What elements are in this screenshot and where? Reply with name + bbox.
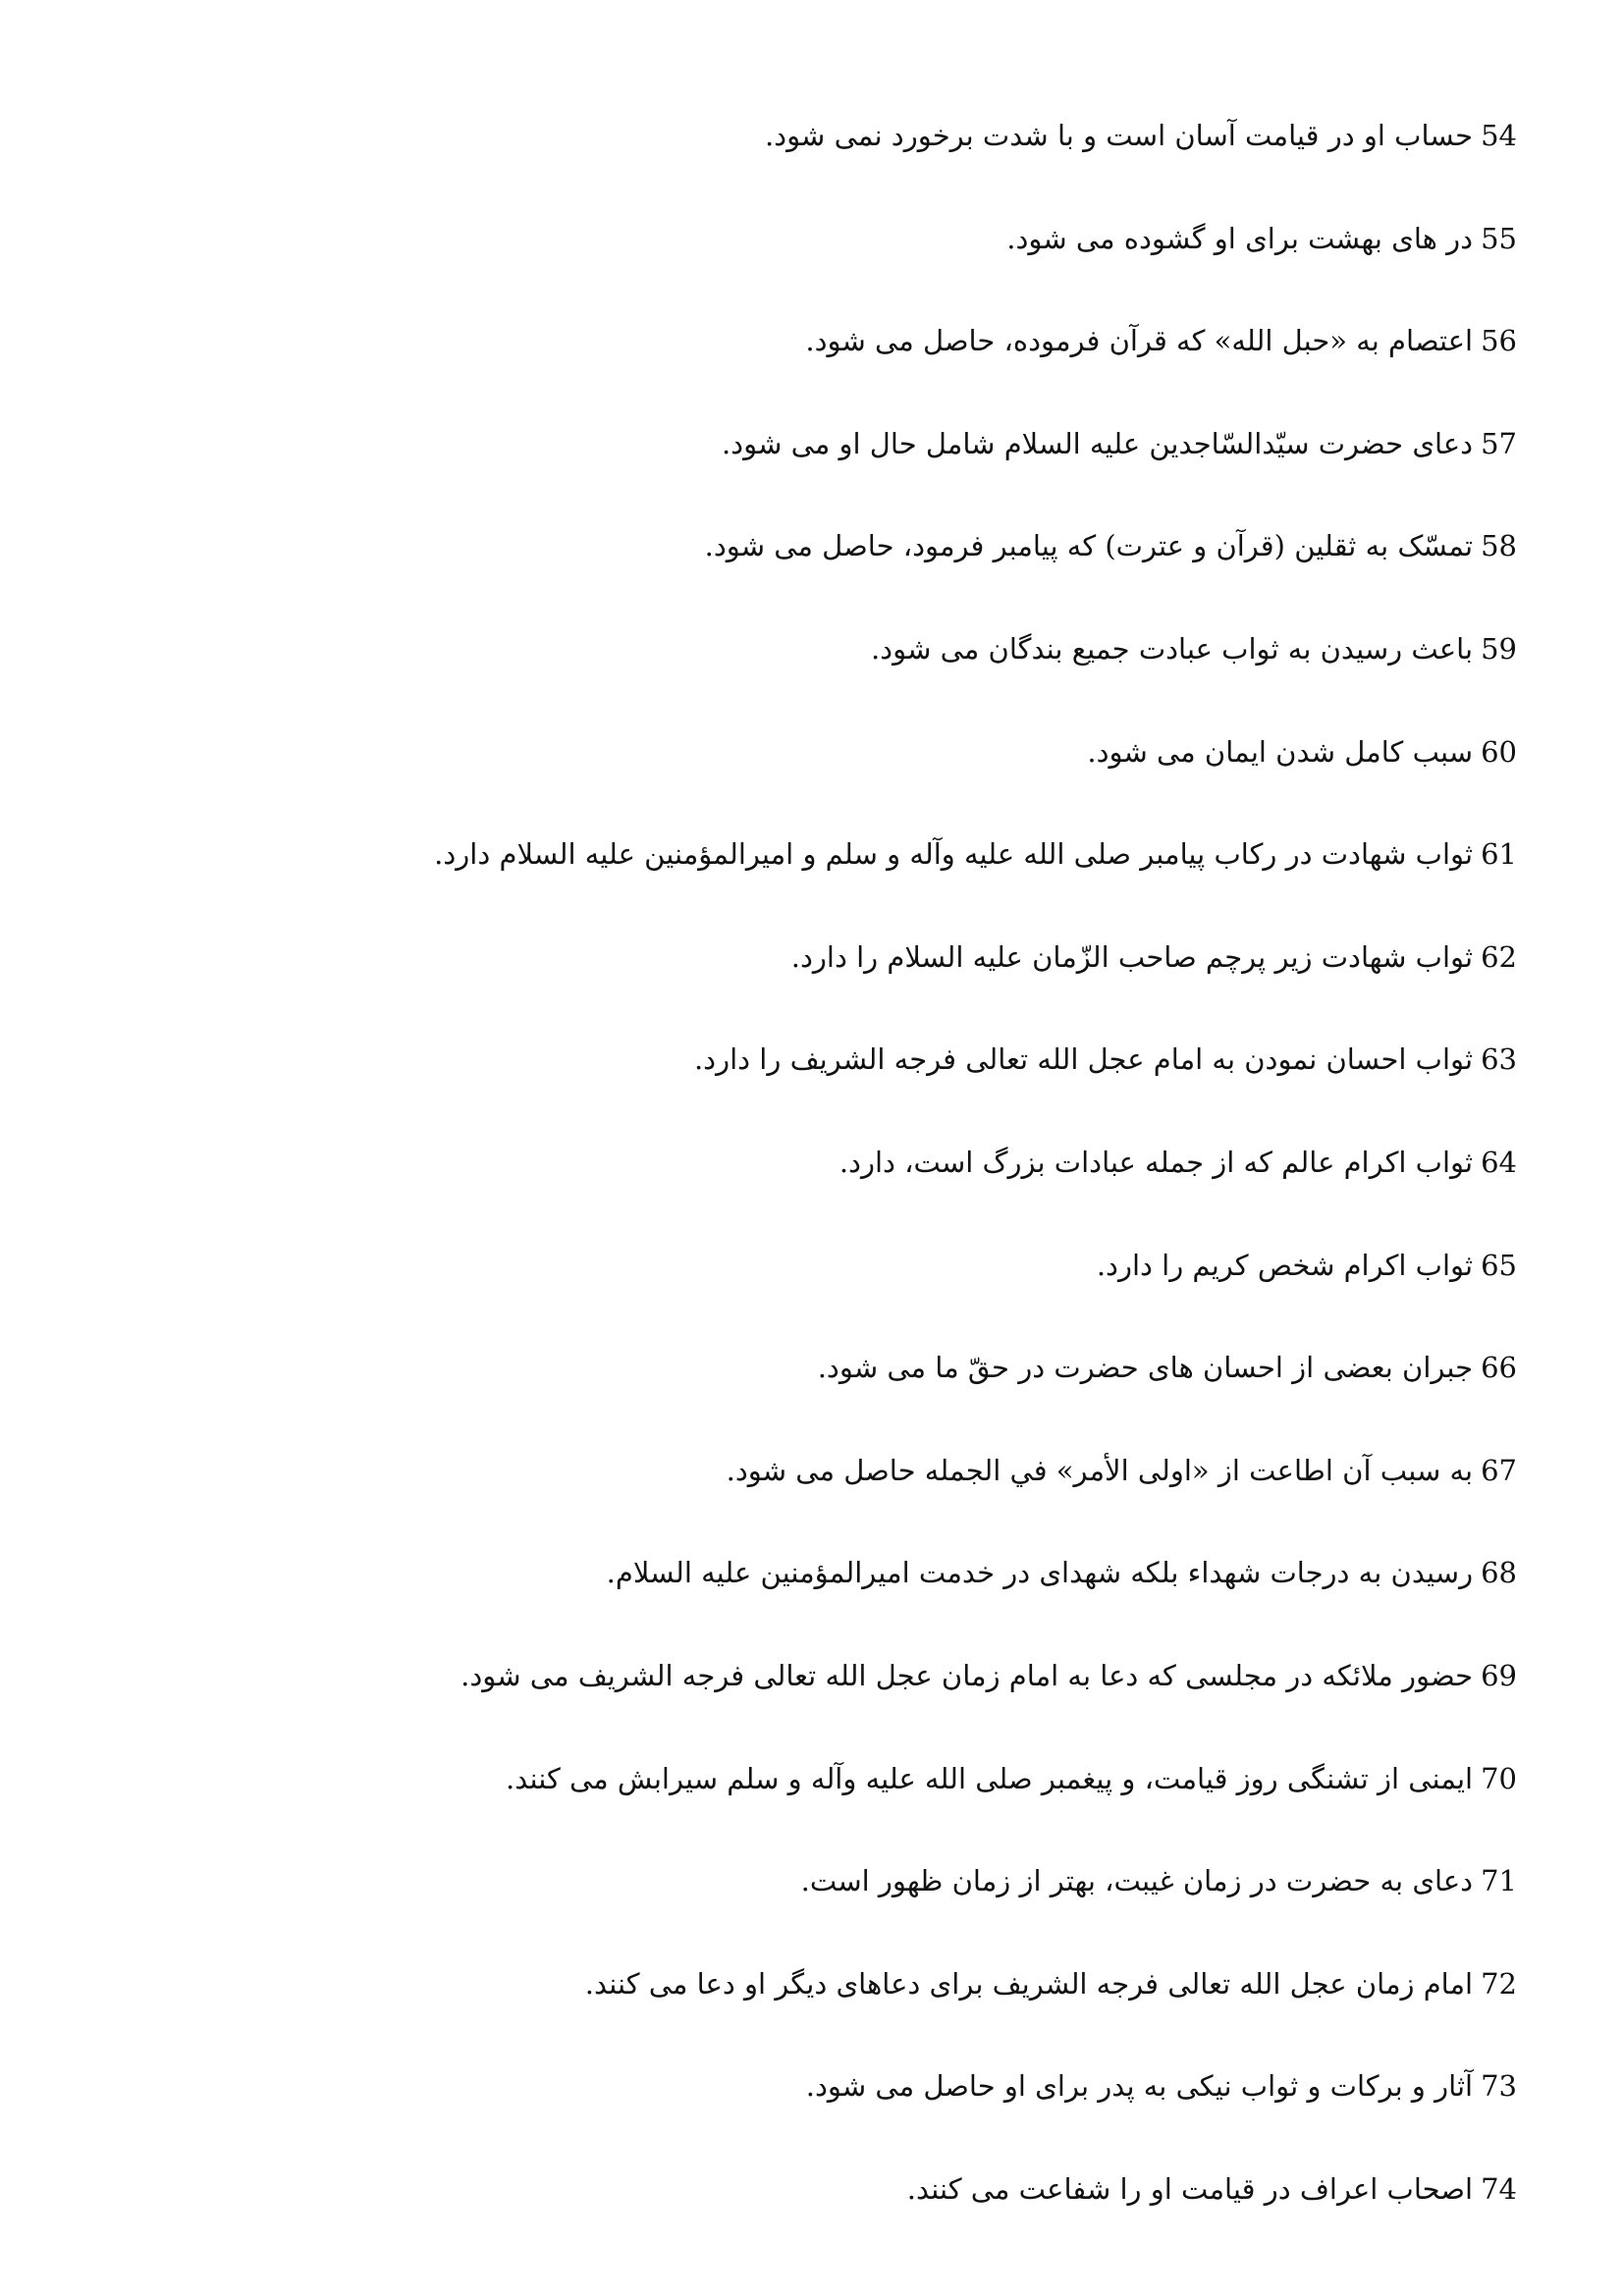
item-text: در های بهشت برای او گشوده می شود.	[1006, 221, 1474, 255]
item-text: جبران بعضی از احسان های حضرت در حقّ ما می شود.	[817, 1351, 1474, 1385]
item-number: 66	[1481, 1351, 1517, 1385]
list-item	[79, 1143, 1517, 1246]
item-text: امام زمان عجل الله تعالی فرجه الشریف برای دعاهای دیگر او دعا می کنند.	[584, 1966, 1474, 2001]
item-text: ثواب احسان نمودن به امام عجل الله تعالی فرجه الشریف را دارد.	[693, 1042, 1474, 1077]
item-number: 59	[1481, 631, 1517, 666]
item-number: 69	[1481, 1658, 1517, 1692]
item-text: ایمنی از تشنگی روز قیامت، و پیغمبر صلی الله علیه وآله و سلم سیرابش می کنند.	[506, 1761, 1474, 1795]
item-number: 73	[1481, 2069, 1517, 2104]
item-text: دعای به حضرت در زمان غیبت، بهتر از زمان ظهور است.	[800, 1864, 1474, 1898]
item-number: 68	[1481, 1556, 1517, 1590]
numbered-list	[79, 116, 1517, 2271]
item-text: تمسّک به ثقلین (قرآن و عترت) که پیامبر فرمود، حاصل می شود.	[704, 529, 1474, 563]
item-number: 74	[1481, 2171, 1517, 2206]
list-item	[79, 1451, 1517, 1554]
list-item	[79, 1040, 1517, 1143]
item-text: رسیدن به درجات شهداء بلکه شهدای در خدمت امیرالمؤمنین علیه السلام.	[606, 1556, 1474, 1590]
list-item	[79, 321, 1517, 424]
list-item	[79, 424, 1517, 527]
list-item	[79, 219, 1517, 322]
list-item	[79, 1964, 1517, 2067]
list-item	[79, 1246, 1517, 1349]
item-number: 57	[1481, 426, 1517, 460]
item-text: آثار و برکات و ثواب نیکی به پدر برای او حاصل می شود.	[805, 2069, 1474, 2104]
list-item	[79, 1861, 1517, 1964]
list-item	[79, 116, 1517, 219]
item-number: 62	[1481, 939, 1517, 974]
item-number: 58	[1481, 529, 1517, 563]
item-number: 71	[1481, 1864, 1517, 1898]
list-item	[79, 1348, 1517, 1451]
item-text: حساب او در قیامت آسان است و با شدت برخورد نمی شود.	[764, 119, 1474, 152]
list-item	[79, 1759, 1517, 1862]
item-text: ثواب شهادت زیر پرچم صاحب الزّمان علیه السلام را دارد.	[790, 939, 1474, 974]
item-text: حضور ملائکه در مجلسی که دعا به امام زمان عجل الله تعالی فرجه الشریف می شود.	[460, 1658, 1474, 1692]
item-text: ثواب شهادت در رکاب پیامبر صلی الله علیه وآله و سلم و امیرالمؤمنین علیه السلام دارد.	[434, 837, 1474, 872]
list-item	[79, 1553, 1517, 1656]
list-item	[79, 937, 1517, 1041]
item-text: ثواب اکرام شخص کریم را دارد.	[1096, 1248, 1474, 1282]
item-number: 55	[1481, 221, 1517, 255]
item-number: 60	[1481, 734, 1517, 769]
list-item	[79, 2066, 1517, 2169]
item-number: 61	[1481, 837, 1517, 872]
item-text: سبب کامل شدن ایمان می شود.	[1087, 734, 1474, 769]
item-number: 65	[1481, 1248, 1517, 1282]
list-item	[79, 629, 1517, 732]
list-item	[79, 526, 1517, 629]
item-text: اصحاب اعراف در قیامت او را شفاعت می کنند.	[906, 2171, 1474, 2206]
item-number: 54	[1481, 119, 1517, 152]
item-text: دعای حضرت سیّدالسّاجدین علیه السلام شامل حال او می شود.	[721, 426, 1474, 460]
item-number: 72	[1481, 1966, 1517, 2001]
item-number: 70	[1481, 1761, 1517, 1795]
item-number: 67	[1481, 1453, 1517, 1487]
item-text: ثواب اکرام عالم که از جمله عبادات بزرگ است، دارد.	[839, 1145, 1474, 1179]
list-item	[79, 2169, 1517, 2272]
item-number: 56	[1481, 324, 1517, 358]
item-number: 63	[1481, 1042, 1517, 1077]
item-text: باعث رسیدن به ثواب عبادت جمیع بندگان می شود.	[870, 631, 1474, 666]
list-item	[79, 732, 1517, 835]
item-text: به سبب آن اطاعت از «اولی الأمر» في الجمله حاصل می شود.	[726, 1453, 1474, 1487]
item-number: 64	[1481, 1145, 1517, 1179]
list-item	[79, 1656, 1517, 1759]
list-item	[79, 834, 1517, 937]
item-text: اعتصام به «حبل الله» که قرآن فرموده، حاصل می شود.	[805, 324, 1474, 358]
